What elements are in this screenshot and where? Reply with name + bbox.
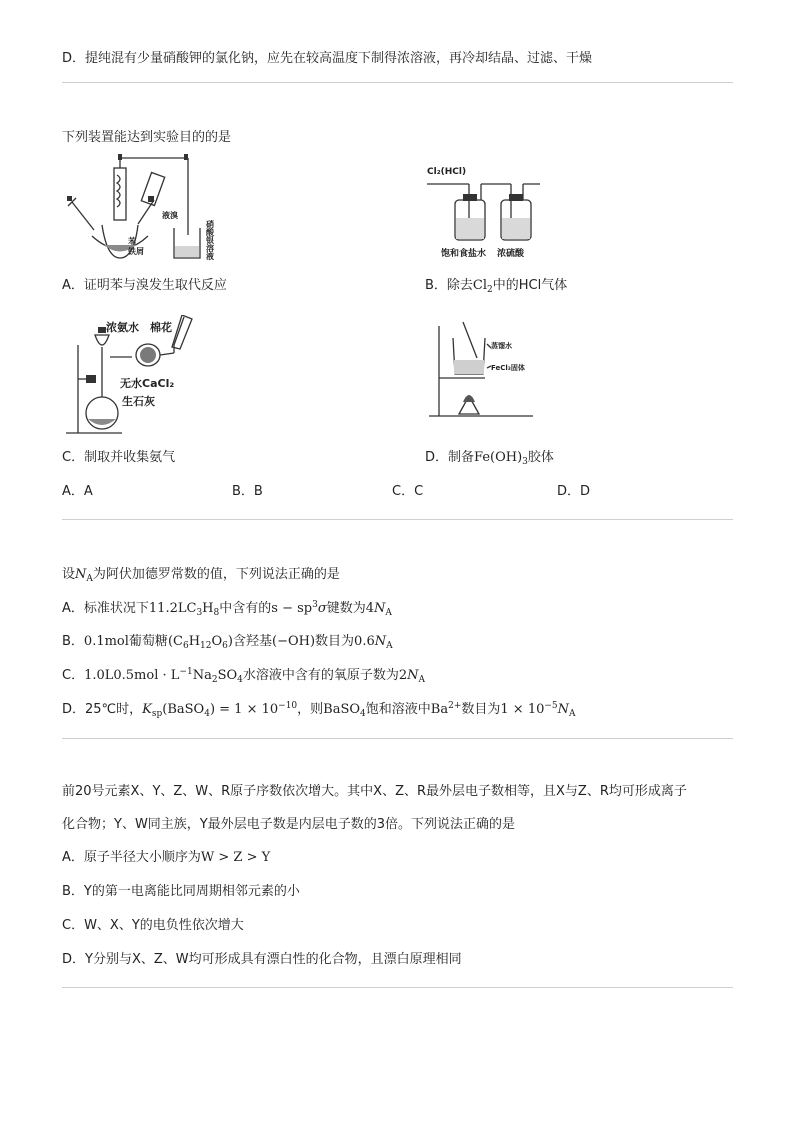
choice-d[interactable]: D．D (557, 484, 591, 499)
label-fecl3: FeCl₃固体 (491, 364, 525, 372)
option-a[interactable]: A．原子半径大小顺序为W > Z > Y (62, 850, 271, 865)
label-iron: 铁屑 (128, 247, 144, 256)
divider (62, 738, 733, 739)
label-agno3: 硝酸银溶液 (205, 220, 215, 260)
option-c[interactable]: C．$1.0L0.5mol \cdot L^{-1}Na_2SO_4$水溶液中含有的氧原子数为$2N_A$ (62, 667, 426, 685)
option-b[interactable]: B．0.1mol葡萄糖$(C_6H_{12}O_6)$含羟基(−OH)数目为$0.6N_A$ (62, 634, 393, 651)
label-cacl2: 无水CaCl₂ (120, 377, 175, 390)
figure-c-ammonia-apparatus (62, 315, 212, 437)
choice-c[interactable]: C．C (392, 484, 424, 499)
option-c[interactable]: C．W、X、Y的电负性依次增大 (62, 918, 244, 933)
label-brine: 饱和食盐水 (441, 249, 487, 259)
caption-c: C．制取并收集氨气 (62, 450, 176, 465)
figure-a-bromination-apparatus (62, 150, 242, 265)
label-ammonia: 浓氨水 (106, 321, 139, 334)
caption-a: A．证明苯与溴发生取代反应 (62, 278, 227, 293)
divider (62, 519, 733, 520)
divider (62, 82, 733, 83)
question-stem-line-1: 前20号元素X、Y、Z、W、R原子序数依次增大。其中X、Z、R最外层电子数相等，且X与Z、R均可形成离子 (62, 784, 687, 799)
label-gas-in: Cl₂(HCl) (427, 167, 467, 177)
label-bromine: 液溴 (162, 211, 178, 220)
choice-b[interactable]: B．B (232, 484, 263, 499)
question-stem: 下列装置能达到实验目的的是 (62, 130, 232, 145)
option-b[interactable]: B．Y的第一电离能比同周期相邻元素的小 (62, 884, 300, 899)
option-d[interactable]: D．25℃时，$K_{sp}(BaSO_4) = 1 \times 10^{-10}$，则BaSO$_4$饱和溶液中$Ba^{2+}$数目为$1 \times 10^{-5}N_A$ (62, 701, 576, 719)
prev-question-option-d: D．提纯混有少量硝酸钾的氯化钠，应先在较高温度下制得浓溶液，再冷却结晶、过滤、干燥 (62, 51, 593, 66)
option-a[interactable]: A．标准状况下$11.2LC_3H_8$中含有的$s - sp^3\sigma$键数为$4N_A$ (62, 600, 392, 618)
label-cotton: 棉花 (150, 321, 172, 334)
question-stem: 设$N_A$为阿伏加德罗常数的值，下列说法正确的是 (62, 567, 340, 584)
figure-d-colloid-apparatus (425, 318, 540, 423)
label-benzene: 苯 (128, 237, 136, 246)
divider (62, 987, 733, 988)
label-lime: 生石灰 (122, 395, 155, 408)
option-d[interactable]: D．Y分别与X、Z、W均可形成具有漂白性的化合物，且漂白原理相同 (62, 952, 462, 967)
question-stem-line-2: 化合物；Y、W同主族，Y最外层电子数是内层电子数的3倍。下列说法正确的是 (62, 817, 516, 832)
label-acid: 浓硫酸 (497, 249, 525, 259)
caption-d: D．制备$Fe(OH)_3$胶体 (425, 450, 554, 467)
choice-a[interactable]: A．A (62, 484, 93, 499)
caption-b: B．除去$Cl_2$中的HCl气体 (425, 278, 568, 295)
figure-b-gas-washing-bottles (425, 160, 545, 260)
label-water: 蒸馏水 (491, 342, 512, 350)
